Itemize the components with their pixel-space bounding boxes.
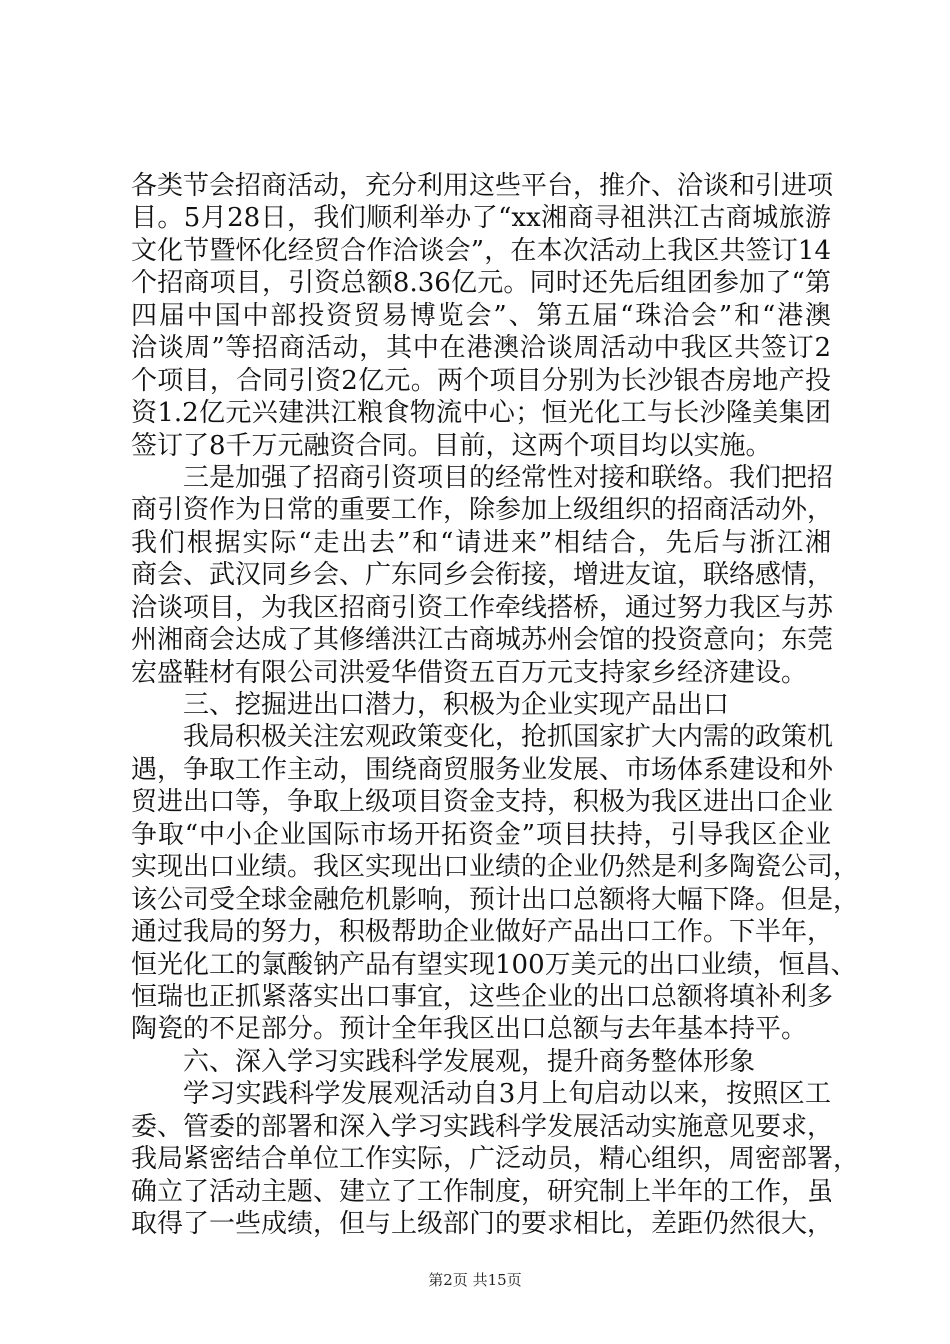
text-line: 实现出口业绩。我区实现出口业绩的企业仍然是利多陶瓷公司， (131, 852, 860, 883)
text-line: 贸进出口等，争取上级项目资金支持，积极为我区进出口企业 (131, 787, 834, 818)
text-line: 商会、武汉同乡会、广东同乡会衔接，增进友谊，联络感情， (131, 560, 834, 591)
text-line: 洽谈周”等招商活动，其中在港澳洽谈周活动中我区共签订2 (131, 333, 831, 364)
text-line: 我局紧密结合单位工作实际，广泛动员，精心组织，周密部署， (131, 1144, 860, 1175)
text-line: 确立了活动主题、建立了工作制度，研究制上半年的工作，虽 (131, 1176, 834, 1207)
text-line: 个项目，合同引资2亿元。两个项目分别为长沙银杏房地产投 (131, 365, 831, 396)
text-line: 签订了8千万元融资合同。目前，这两个项目均以实施。 (131, 430, 772, 461)
document-body (131, 170, 860, 1240)
text-line: 商引资作为日常的重要工作，除参加上级组织的招商活动外， (131, 495, 834, 526)
text-line: 我局积极关注宏观政策变化，抢抓国家扩大内需的政策机 (183, 722, 834, 753)
text-line: 争取“中小企业国际市场开拓资金”项目扶持，引导我区企业 (131, 819, 831, 850)
text-line: 洽谈项目，为我区招商引资工作牵线搭桥，通过努力我区与苏 (131, 592, 834, 623)
text-line: 学习实践科学发展观活动自3月上旬启动以来，按照区工 (183, 1079, 831, 1110)
page-number-label: 第2页 共15页 (428, 1271, 522, 1289)
section-heading: 六、深入学习实践科学发展观，提升商务整体形象 (183, 1046, 756, 1077)
text-line: 三是加强了招商引资项目的经常性对接和联络。我们把招 (183, 462, 834, 493)
page-footer (0, 1270, 950, 1290)
text-line: 州湘商会达成了其修缮洪江古商城苏州会馆的投资意向；东莞 (131, 625, 834, 656)
text-line: 委、管委的部署和深入学习实践科学发展活动实施意见要求， (131, 1111, 834, 1142)
text-line: 恒瑞也正抓紧落实出口事宜，这些企业的出口总额将填补利多 (131, 981, 834, 1012)
section-heading: 三、挖掘进出口潜力，积极为企业实现产品出口 (183, 690, 730, 720)
text-line: 通过我局的努力，积极帮助企业做好产品出口工作。下半年， (131, 917, 834, 948)
text-line: 我们根据实际“走出去”和“请进来”相结合，先后与浙江湘 (131, 527, 831, 558)
text-line: 文化节暨怀化经贸合作洽谈会”，在本次活动上我区共签订14 (131, 235, 831, 266)
text-line: 个招商项目，引资总额8.36亿元。同时还先后组团参加了“第 (131, 268, 831, 299)
text-line: 遇，争取工作主动，围绕商贸服务业发展、市场体系建设和外 (131, 754, 834, 785)
text-line: 资1.2亿元兴建洪江粮食物流中心；恒光化工与长沙隆美集团 (131, 398, 831, 429)
text-line: 恒光化工的氯酸钠产品有望实现100万美元的出口业绩，恒昌、 (131, 949, 857, 980)
text-line: 目。5月28日，我们顺利举办了“xx湘商寻祖洪江古商城旅游 (131, 203, 831, 234)
text-line: 该公司受全球金融危机影响，预计出口总额将大幅下降。但是， (131, 884, 860, 915)
text-line: 四届中国中部投资贸易博览会”、第五届“珠洽会”和“港澳 (131, 300, 831, 331)
text-line: 取得了一些成绩，但与上级部门的要求相比，差距仍然很大， (131, 1209, 834, 1239)
text-line: 陶瓷的不足部分。预计全年我区出口总额与去年基本持平。 (131, 1014, 808, 1045)
text-line: 各类节会招商活动，充分利用这些平台，推介、洽谈和引进项 (131, 171, 834, 201)
text-line: 宏盛鞋材有限公司洪爱华借资五百万元支持家乡经济建设。 (131, 657, 808, 688)
